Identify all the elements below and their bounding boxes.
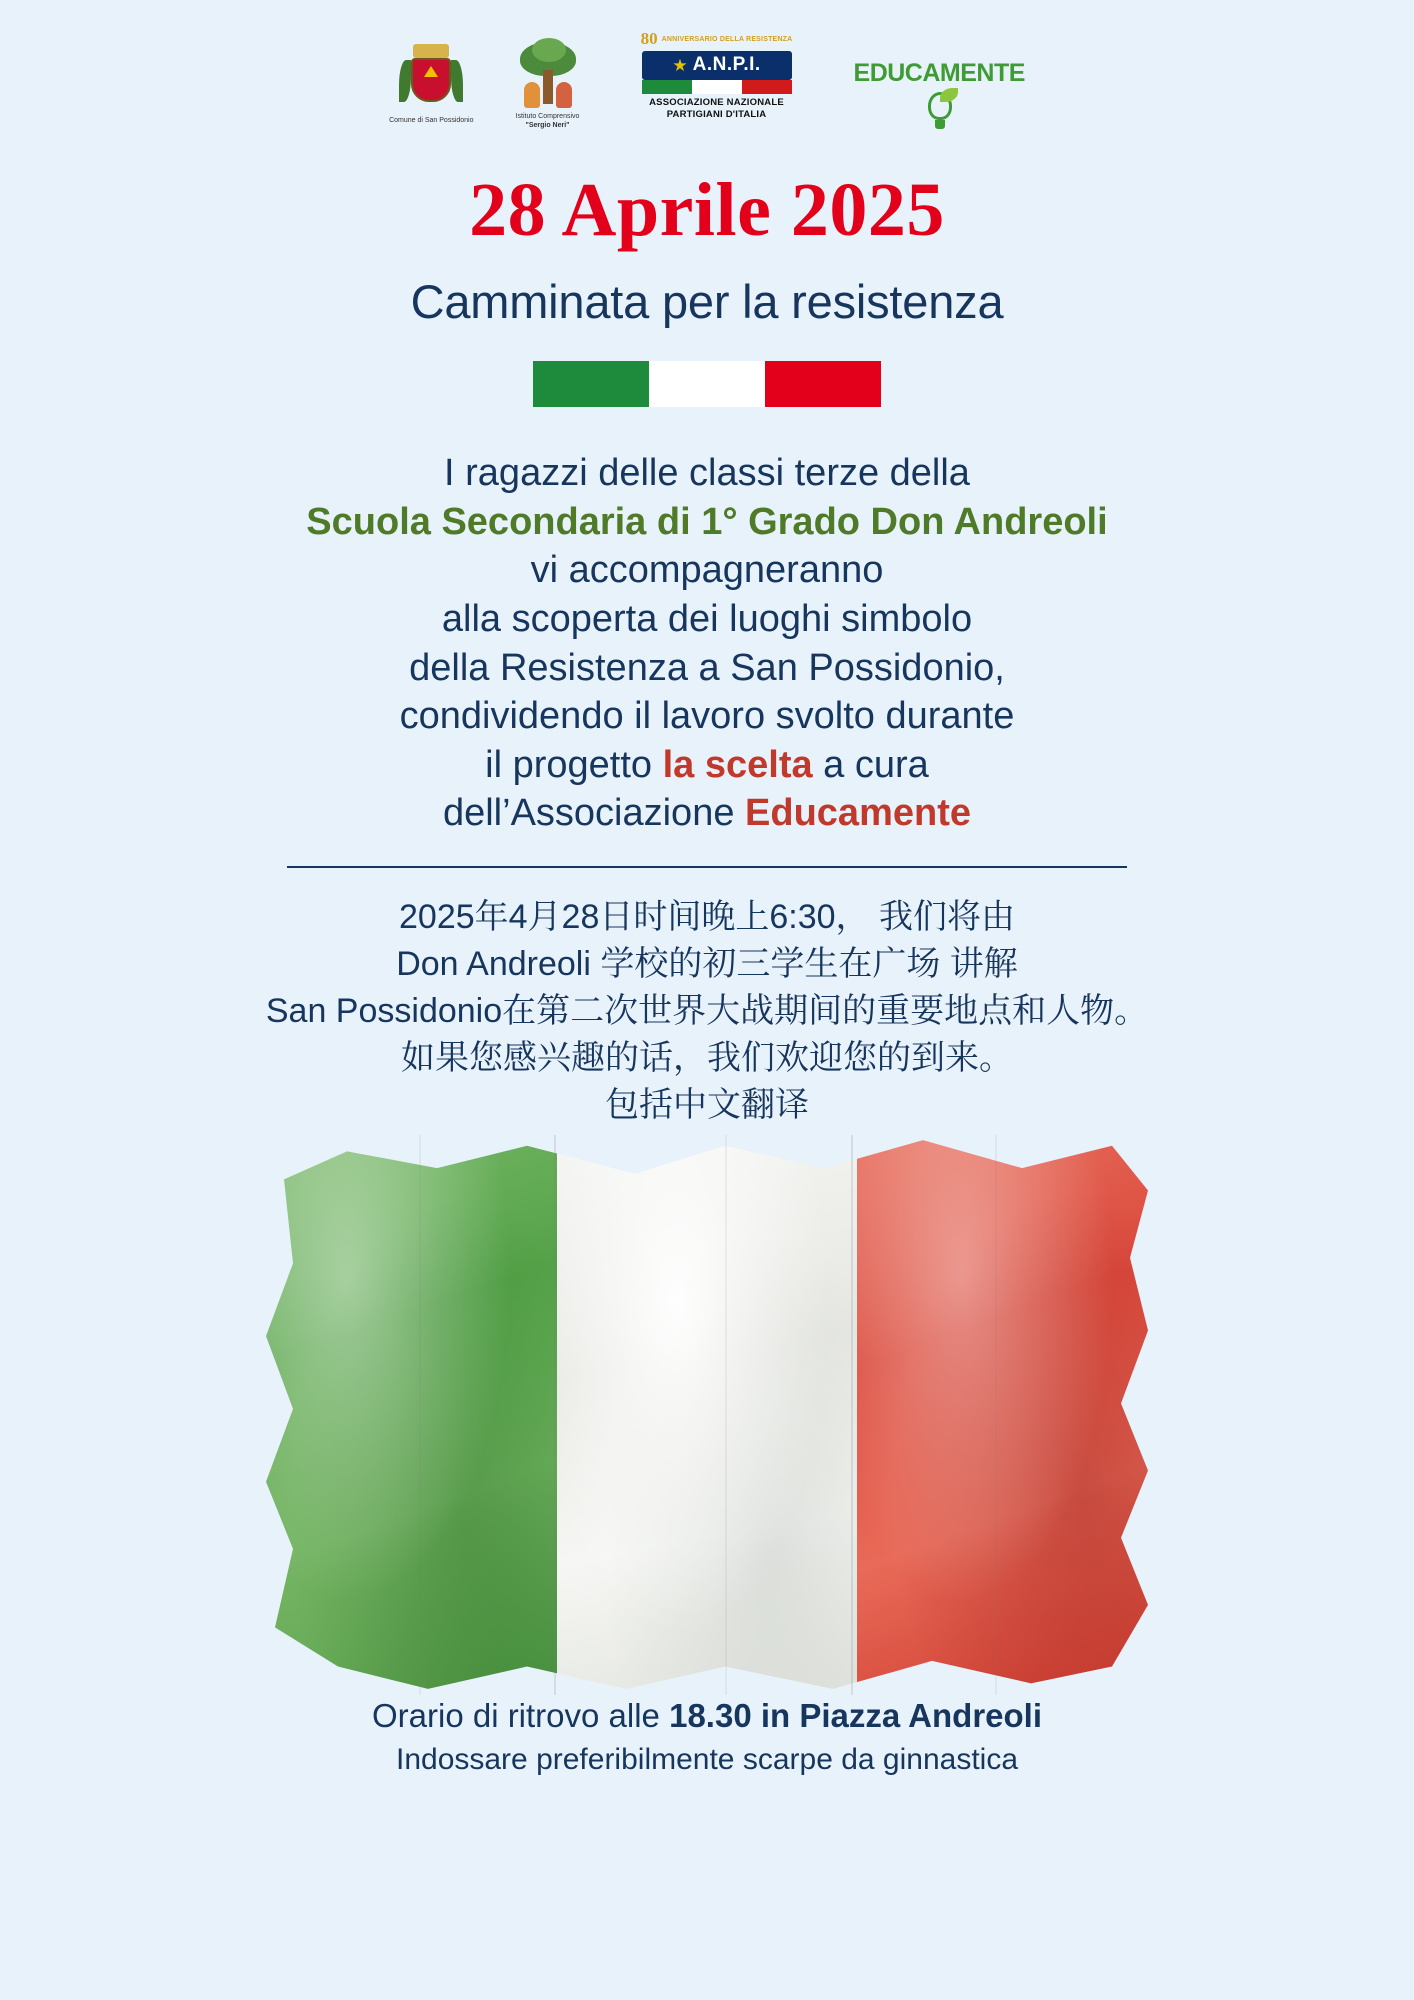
logo-educamente xyxy=(854,59,1025,136)
logo-anpi xyxy=(622,29,812,139)
anpi-anniversary-number: 80 xyxy=(640,29,658,48)
zh-line-1: 2025年4月28日时间晚上6:30， 我们将由 xyxy=(399,898,1015,936)
zh-line-2: Don Andreoli 学校的初三学生在广场 讲解 xyxy=(396,944,1018,983)
tricolor-white xyxy=(649,361,765,407)
tree-icon xyxy=(516,38,580,110)
flag-red-band xyxy=(857,1135,1157,1695)
it-line-8-pre: dell’Associazione xyxy=(442,792,746,835)
logo-istituto-caption-line1: Istituto Comprensivo xyxy=(515,113,580,121)
footer-line1-bold: 18.30 in Piazza Andreoli xyxy=(669,1696,1043,1734)
footer xyxy=(372,1697,1042,1777)
anpi-anniversary xyxy=(641,29,793,49)
logo-comune-caption: Comune di San Possidonio xyxy=(389,117,474,125)
italian-flag-watercolor xyxy=(257,1135,1157,1695)
star-icon: ★ xyxy=(672,55,688,75)
it-line-7 xyxy=(306,741,1107,790)
it-line-7-post: a cura xyxy=(812,743,929,786)
lightbulb-icon xyxy=(922,92,956,136)
zh-line-5: 包括中文翻译 xyxy=(605,1085,809,1124)
section-divider xyxy=(287,866,1127,868)
it-school-name: Scuola Secondaria di 1° Grado Don Andreoli xyxy=(306,500,1108,543)
event-date-title: 28 Aprile 2025 xyxy=(469,168,945,252)
anpi-subtitle-line1: ASSOCIAZIONE NAZIONALE xyxy=(649,97,784,108)
logo-row xyxy=(0,0,1414,150)
italian-body xyxy=(306,449,1107,838)
zh-line-3: San Possidonio在第二次世界大战期间的重要地点和人物。 xyxy=(265,991,1149,1030)
flag-green-band xyxy=(257,1135,557,1695)
tricolor-red xyxy=(765,361,881,407)
logo-istituto xyxy=(516,38,580,129)
it-line-1: I ragazzi delle classi terze della xyxy=(444,452,970,494)
zh-line-4: 如果您感兴趣的话，我们欢迎您的到来。 xyxy=(401,1038,1013,1077)
logo-istituto-caption-line2: "Sergio Neri" xyxy=(525,121,570,129)
chinese-body xyxy=(266,894,1148,1129)
event-subtitle: Camminata per la resistenza xyxy=(410,275,1004,328)
it-line-5: della Resistenza a San Possidonio, xyxy=(409,646,1005,689)
anpi-anniversary-text: ANNIVERSARIO DELLA RESISTENZA xyxy=(661,35,793,43)
footer-line1-pre: Orario di ritrovo alle xyxy=(371,1696,670,1734)
it-line-6: condividendo il lavoro svolto durante xyxy=(399,695,1015,738)
tricolor-green xyxy=(533,361,649,407)
logo-comune xyxy=(389,42,473,125)
tricolor-bar xyxy=(533,361,881,407)
anpi-tricolor-bar xyxy=(642,80,792,94)
it-association-name: Educamente xyxy=(745,792,971,835)
it-project-name: la scelta xyxy=(662,743,813,786)
it-line-7-pre: il progetto xyxy=(485,743,663,786)
it-line-4: alla scoperta dei luoghi simbolo xyxy=(441,597,973,640)
flag-white-band xyxy=(557,1135,857,1695)
it-line-8 xyxy=(306,789,1107,838)
it-line-3: vi accompagneranno xyxy=(530,549,884,592)
footer-note: Indossare preferibilmente scarpe da ginnastica xyxy=(395,1742,1019,1776)
anpi-subtitle-line2: PARTIGIANI D'ITALIA xyxy=(666,108,767,120)
educamente-wordmark: EDUCAMENTE xyxy=(853,58,1025,87)
anpi-acronym: A.N.P.I. xyxy=(692,54,761,75)
anpi-band xyxy=(642,51,792,80)
comune-crest-icon xyxy=(403,42,459,114)
footer-meeting-time xyxy=(372,1697,1042,1735)
